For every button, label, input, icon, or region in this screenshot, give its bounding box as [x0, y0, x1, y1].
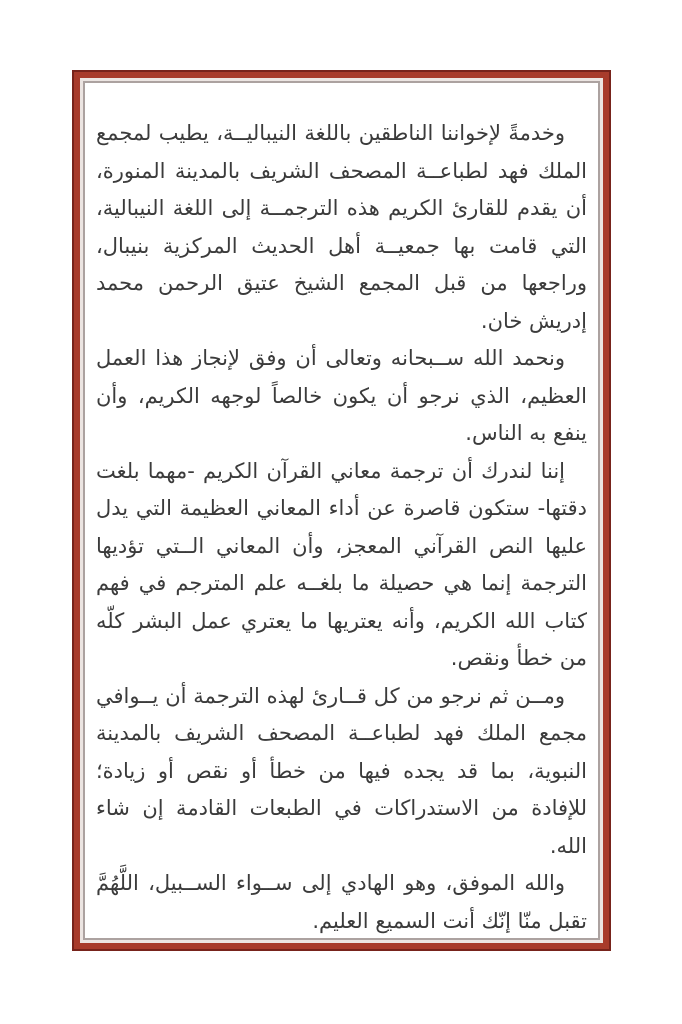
page-frame	[72, 70, 611, 951]
paragraph-intro: وخدمةً لإخواننا الناطقين باللغة النيباليــة، يطيب لمجمع الملك فهد لطباعــة المصحف الشريف بالمدينة المنورة، أن يقدم للقارئ الكريم هذه الترجمــة إلى اللغة النيبالية، التي قامت بها جمعيــة أهل الحديث المركزية بنيبال، وراجعها من قبل المجمع الشيخ عتيق الرحمن محمد إدريش خان.	[96, 121, 587, 333]
paragraph-closing-prayer: والله الموفق، وهو الهادي إلى ســواء الســبيل، اللَّهُمَّ تقبل منّا إنّك أنت السميع العليم.	[96, 871, 587, 933]
frame-light-line	[80, 78, 603, 943]
body-text	[96, 115, 587, 940]
frame-gray-line	[83, 81, 600, 940]
page-content	[85, 83, 598, 938]
paragraph-feedback-request: ومــن ثم نرجو من كل قــارئ لهذه الترجمة أن يــوافي مجمع الملك فهد لطباعــة المصحف الشريف بالمدينة النبوية، بما قد يجده فيها من خطأ أو نقص أو زيادة؛ للإفادة من الاستدراكات في الطبعات القادمة إن شاء الله.	[96, 683, 587, 858]
paragraph-thanks: ونحمد الله ســبحانه وتعالى أن وفق لإنجاز هذا العمل العظيم، الذي نرجو أن يكون خالصاً لوجهه الكريم، وأن ينفع به الناس.	[96, 346, 587, 445]
paragraph-translation-limits: إننا لندرك أن ترجمة معاني القرآن الكريم -مهما بلغت دقتها- ستكون قاصرة عن أداء المعاني العظيمة التي يدل عليها النص القرآني المعجز، وأن المعاني الــتي تؤديها الترجمة إنما هي حصيلة ما بلغــه علم المترجم في فهم كتاب الله الكريم، وأنه يعتريها ما يعتري عمل البشر كلّه من خطأ ونقص.	[96, 458, 587, 670]
